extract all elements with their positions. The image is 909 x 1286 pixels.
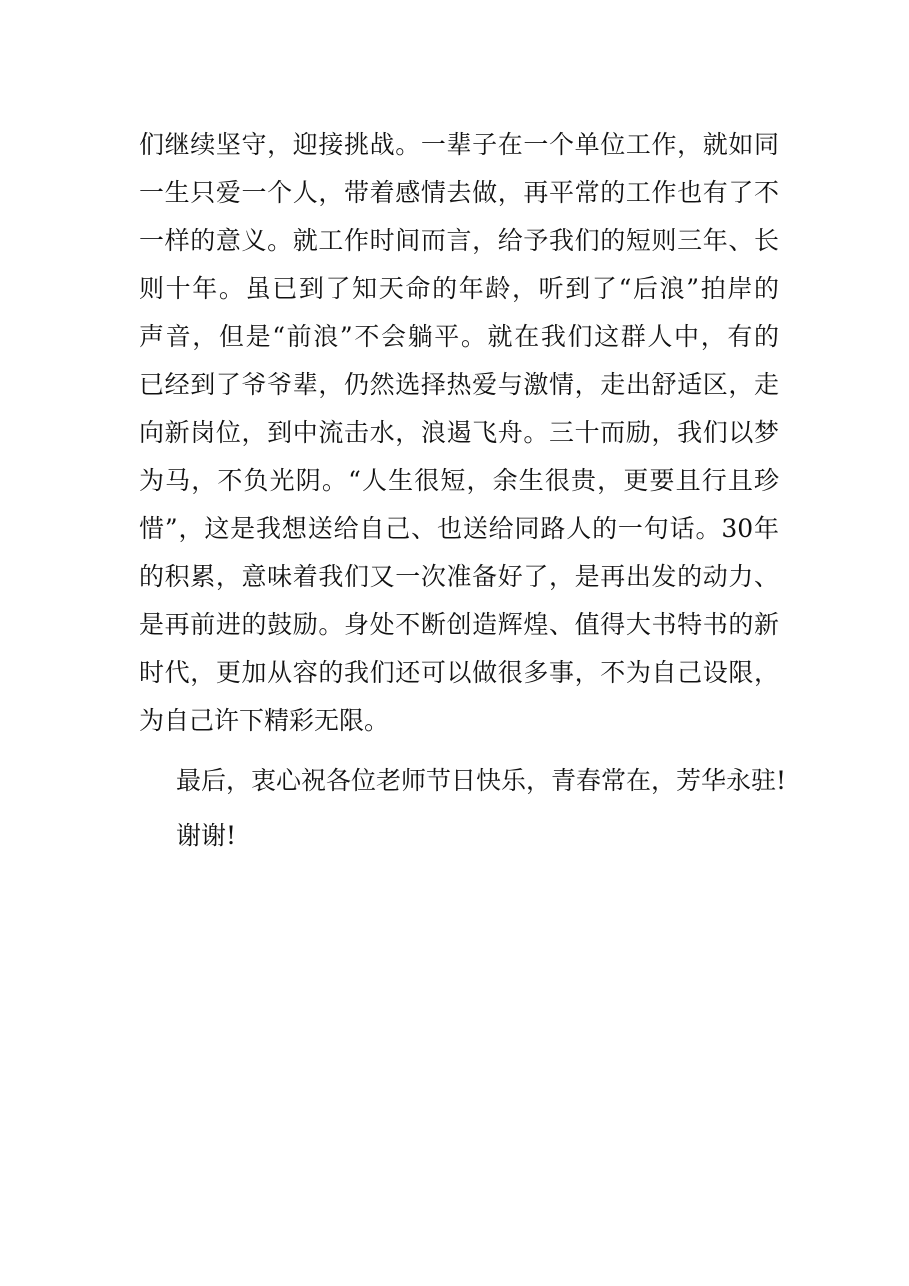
text-line-3: 一样的意义。就工作时间而言，给予我们的短则三年、长	[139, 226, 779, 255]
text-line-12: 时代，更加从容的我们还可以做很多事，不为自己设限，	[139, 658, 779, 687]
closing-wishes-text: 最后，衷心祝各位老师节日快乐，青春常在，芳华永驻!	[176, 766, 787, 795]
paragraph-closing-wishes	[176, 762, 786, 802]
text-line-6: 已经到了爷爷辈，仍然选择热爱与激情，走出舒适区，走	[139, 370, 779, 399]
text-line-1: 们继续坚守，迎接挑战。一辈子在一个单位工作，就如同	[139, 130, 779, 159]
text-line-7: 向新岗位，到中流击水，浪遏飞舟。三十而励，我们以梦	[139, 418, 779, 447]
text-line-9: 惜”，这是我想送给自己、也送给同路人的一句话。30年	[139, 514, 779, 543]
text-line-2: 一生只爱一个人，带着感情去做，再平常的工作也有了不	[139, 178, 779, 207]
text-line-4: 则十年。虽已到了知天命的年龄，听到了“后浪”拍岸的	[139, 274, 779, 303]
text-line-13: 为自己许下精彩无限。	[139, 706, 390, 735]
text-line-8: 为马，不负光阴。“人生很短，余生很贵，更要且行且珍	[139, 466, 779, 495]
paragraph-main	[139, 126, 779, 750]
text-line-10: 的积累，意味着我们又一次准备好了，是再出发的动力、	[139, 562, 779, 591]
thanks-text: 谢谢!	[176, 821, 237, 850]
text-line-11: 是再前进的鼓励。身处不断创造辉煌、值得大书特书的新	[139, 610, 779, 639]
paragraph-thanks	[176, 817, 236, 857]
text-line-5: 声音，但是“前浪”不会躺平。就在我们这群人中，有的	[139, 322, 779, 351]
